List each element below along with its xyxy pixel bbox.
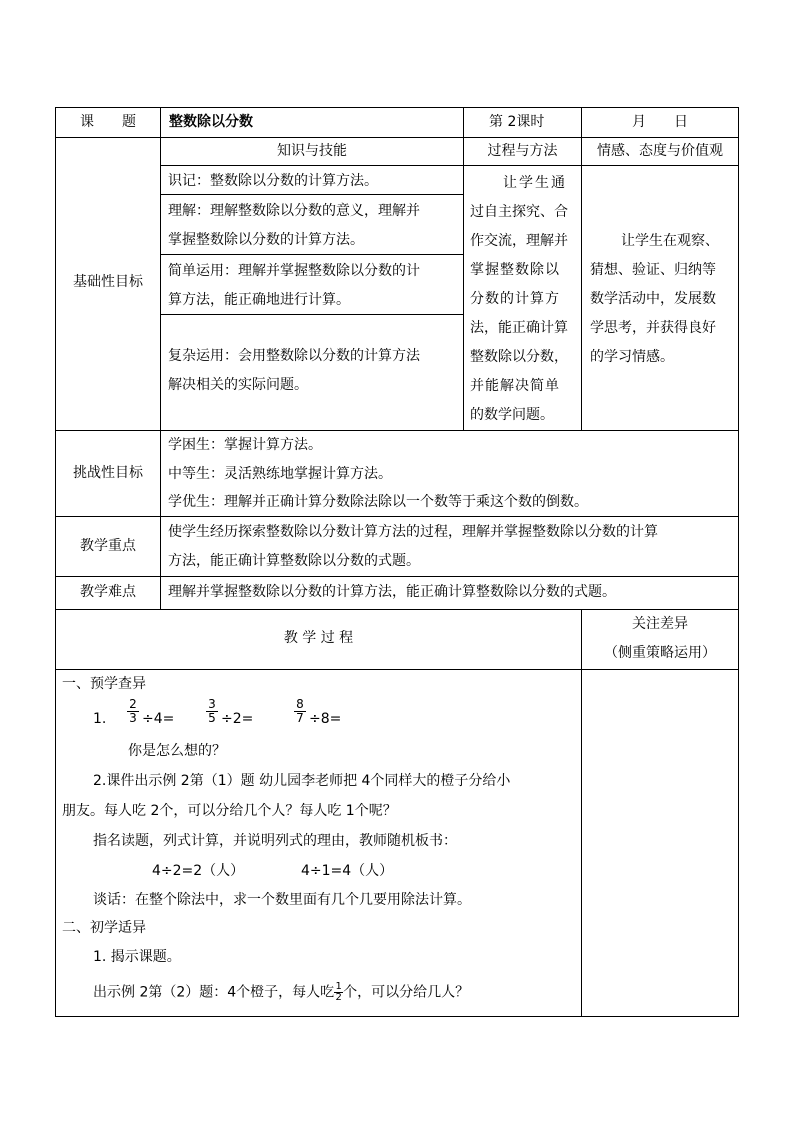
example-2-post: 个，可以分给几人？ — [343, 984, 470, 1001]
col-line-notes — [581, 609, 582, 1017]
subject-title: 整数除以分数 — [169, 114, 253, 130]
process-text-line: 整数除以分数， — [470, 349, 568, 365]
row-line-challenge-end — [55, 516, 739, 517]
equation: 4÷2=2（人） — [152, 863, 245, 879]
knowledge-item: 解决相关的实际问题。 — [168, 377, 308, 393]
emotion-text-line: 的学习情感。 — [590, 349, 674, 365]
strategy-note: （侧重策略运用） — [604, 645, 716, 661]
fraction-half — [334, 982, 343, 1003]
row-line-key-end — [55, 576, 739, 577]
fraction — [206, 698, 218, 725]
row-line-k3 — [160, 314, 463, 315]
fraction-denominator: 5 — [208, 711, 216, 725]
process-text-line: 过自主探究、合 — [470, 204, 568, 220]
differences-note: 关注差异 — [632, 616, 688, 632]
fraction — [127, 698, 139, 725]
challenge-line: 中等生：灵活熟练地掌握计算方法。 — [168, 466, 392, 482]
question-1-number: 1. — [93, 711, 107, 727]
period-label: 第 2课时 — [489, 114, 545, 130]
process-text-line: 的数学问题。 — [470, 407, 554, 423]
key-point-line: 使学生经历探索整数除以分数计算方法的过程，理解并掌握整数除以分数的计算 — [168, 524, 658, 540]
column-emotion: 情感、态度与价值观 — [597, 143, 723, 159]
section-initial-study: 二、初学适异 — [62, 920, 146, 936]
date-label: 月 日 — [632, 114, 688, 130]
key-point-label: 教学重点 — [80, 538, 136, 554]
fraction-numerator: 8 — [294, 698, 306, 712]
fraction — [294, 698, 306, 725]
subject-label: 课 题 — [80, 114, 136, 130]
fraction-numerator: 3 — [206, 698, 218, 712]
row-line-k1 — [160, 194, 463, 195]
emotion-text-line: 猜想、验证、归纳等 — [590, 262, 716, 278]
table-left-border — [55, 107, 56, 1017]
think-prompt: 你是怎么想的？ — [128, 743, 226, 759]
talk-text: 谈话：在整个除法中，求一个数里面有几个几要用除法计算。 — [93, 892, 471, 908]
process-text-line: 让学生通 — [503, 175, 567, 191]
knowledge-item: 复杂运用：会用整数除以分数的计算方法 — [168, 348, 420, 364]
key-point-line: 方法，能正确计算整数除以分数的式题。 — [168, 553, 420, 569]
process-text-line: 分数的计算方 — [470, 291, 560, 307]
process-text-line: 掌握整数除以 — [470, 262, 560, 278]
question-2-line: 2.课件出示例 2第（1）题 幼儿园李老师把 4个同样大的橙子分给小 — [93, 773, 511, 789]
challenge-line: 学优生：理解并正确计算分数除法除以一个数等于乘这个数的倒数。 — [168, 494, 588, 510]
emotion-text-line: 数学活动中，发展数 — [590, 291, 716, 307]
table-bottom-border — [55, 1016, 739, 1017]
difficulty-label: 教学难点 — [80, 584, 136, 600]
equation: 4÷1=4（人） — [301, 863, 394, 879]
fraction-numerator: 2 — [127, 698, 139, 712]
row-line-header — [55, 137, 739, 138]
fraction-denominator: 2 — [335, 992, 342, 1003]
fraction-denominator: 3 — [129, 711, 137, 725]
row-line-columns — [160, 165, 739, 166]
knowledge-item: 简单运用：理解并掌握整数除以分数的计 — [168, 263, 420, 279]
fraction-operation: ÷8= — [309, 711, 342, 727]
column-knowledge: 知识与技能 — [277, 143, 347, 159]
emotion-text-line: 让学生在观察、 — [621, 233, 719, 249]
knowledge-item: 理解：理解整数除以分数的意义，理解并 — [168, 203, 420, 219]
col-line-label — [160, 107, 161, 609]
example-2-pre: 出示例 2第（2）题：4个橙子，每人吃 — [93, 984, 335, 1001]
process-title: 教 学 过 程 — [283, 630, 354, 646]
row-line-basic-end — [55, 430, 739, 431]
process-text-line: 作交流，理解并 — [470, 233, 568, 249]
basic-goals-label: 基础性目标 — [73, 274, 143, 290]
instruction-text: 指名读题，列式计算，并说明列式的理由，教师随机板书： — [93, 833, 457, 849]
table-right-border — [738, 107, 739, 1017]
process-text-line: 并能解决简单 — [470, 378, 560, 394]
emotion-text-line: 学思考，并获得良好 — [590, 320, 716, 336]
fraction-numerator: 1 — [335, 981, 342, 992]
fraction-operation: ÷2= — [221, 711, 254, 727]
challenge-line: 学困生：掌握计算方法。 — [168, 437, 322, 453]
challenge-goals-label: 挑战性目标 — [73, 465, 143, 481]
question-2-line: 朋友。每人吃 2个，可以分给几个人？每人吃 1个呢？ — [62, 803, 397, 819]
fraction-denominator: 7 — [296, 711, 304, 725]
row-line-difficulty-end — [55, 609, 739, 610]
knowledge-item: 识记：整数除以分数的计算方法。 — [168, 173, 378, 189]
process-text-line: 法，能正确计算 — [470, 320, 568, 336]
knowledge-item: 算方法，能正确地进行计算。 — [168, 292, 350, 308]
fraction-operation: ÷4= — [142, 711, 175, 727]
example-2-text — [93, 982, 469, 1003]
row-line-process-header-end — [55, 669, 739, 670]
row-line-k2 — [160, 254, 463, 255]
column-process: 过程与方法 — [487, 143, 558, 159]
table-top-border — [55, 107, 739, 108]
difficulty-text: 理解并掌握整数除以分数的计算方法，能正确计算整数除以分数的式题。 — [168, 584, 616, 600]
knowledge-item: 掌握整数除以分数的计算方法。 — [168, 232, 364, 248]
section-prestudy: 一、预学查异 — [62, 676, 146, 692]
reveal-topic: 1. 揭示课题。 — [93, 949, 181, 965]
